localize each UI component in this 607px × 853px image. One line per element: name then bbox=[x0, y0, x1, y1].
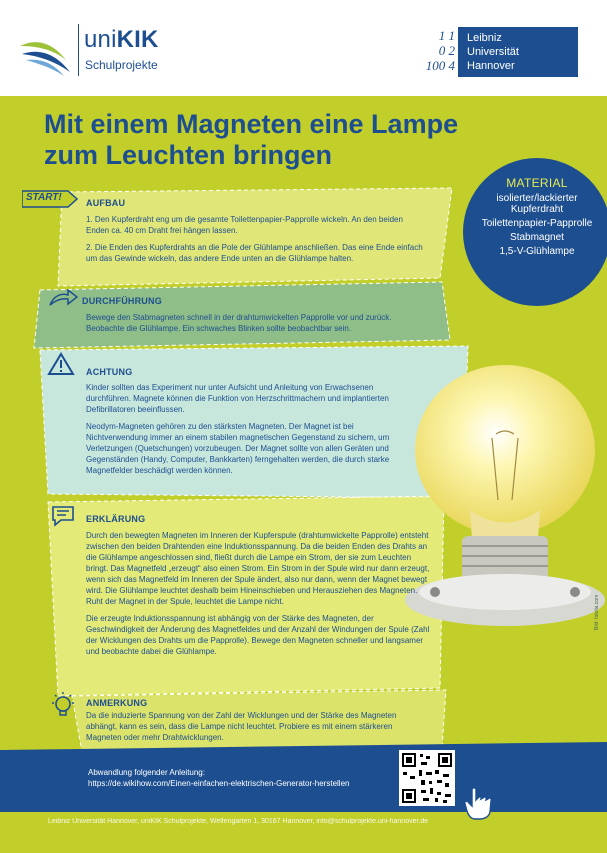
durchfuehrung-text: Bewege den Stabmagneten schnell in der drahtumwickelten Papprolle vor und zurück. Beobachte die Glühlampe. Ein schwaches Blinken sollte beobachtbar sein. bbox=[86, 313, 392, 333]
brand-name: uniKIK bbox=[84, 26, 159, 53]
source-note: Abwandlung folgender Anleitung: https://de.wikihow.com/Einen-einfachen-elektrischen-Generator-herstellen bbox=[88, 768, 350, 788]
material-item: Toilettenpapier-Papprolle bbox=[481, 218, 593, 229]
footer-address: Leibniz Universität Hannover, uniKIK Schulprojekte, Welfengarten 1, 30167 Hannover, info@schulprojekte.uni-hannover.de bbox=[48, 818, 429, 825]
image-credit: Bild: fotolia.com bbox=[594, 594, 600, 630]
page-title: Mit einem Magneten eine Lampe zum Leuchten bringen bbox=[44, 109, 459, 170]
achtung-heading: ACHTUNG bbox=[86, 367, 133, 377]
material-item: isolierter/lackierter Kupferdraht bbox=[496, 193, 578, 215]
source-link[interactable]: https://de.wikihow.com/Einen-einfachen-elektrischen-Generator-herstellen bbox=[88, 779, 350, 788]
luh-logo: Leibniz Universität Hannover bbox=[458, 27, 578, 77]
material-heading: MATERIAL bbox=[506, 176, 568, 190]
material-item: Stabmagnet bbox=[510, 232, 564, 243]
aufbau-text: 1. Den Kupferdraht eng um die gesamte Toilettenpapier-Papprolle wickeln. An den beiden Enden ca. 40 cm Draht frei hängen lassen. 2. Die Enden des Kupferdrahts an die Pole der Glühlampe anschließen. Das eine Ende einfach um das Gewinde wickeln, das andere Ende unten an die Glühlampe halten. bbox=[86, 215, 423, 263]
light-bulb-illustration bbox=[400, 360, 607, 640]
durchfuehrung-heading: DURCHFÜHRUNG bbox=[82, 296, 162, 306]
achtung-text: Kinder sollten das Experiment nur unter Aufsicht und Anleitung von Erwachsenen durchführen. Magnete können die Funktion von Herzschrittmachern und implantierten Defibrillatoren beeinflussen. Neodym-Magneten gehören zu den stärksten Magneten. Der Magnet ist bei Nichtverwendung immer an einem stabilen magnetischen Gegenstand zu sichern, um Verletzungen (Quetschungen) vorzubeugen. Der Magnet sollte von allen Geräten und Gegenständen (Handy, Computer, Bankkarten) ferngehalten werden, die durch starke Magnetfelder beschädigt werden können. bbox=[86, 383, 390, 475]
start-label: START! bbox=[26, 192, 62, 203]
erklaerung-heading: ERKLÄRUNG bbox=[86, 514, 146, 524]
anmerkung-text: Da die induzierte Spannung von der Zahl der Wicklungen und der Stärke des Magneten abhängt, kann es sein, dass die Lampe nicht leuchtet. Probiere es mit einem stärkeren Magneten oder mehr Drahtwicklungen. bbox=[86, 711, 397, 742]
brand-sub: Schulprojekte bbox=[85, 58, 158, 72]
material-item: 1,5-V-Glühlampe bbox=[499, 246, 575, 257]
lightbulb-idea-icon bbox=[48, 690, 78, 722]
aufbau-heading: AUFBAU bbox=[86, 198, 126, 208]
pointer-hand-icon bbox=[458, 782, 498, 822]
anmerkung-heading: ANMERKUNG bbox=[86, 698, 148, 708]
qr-code[interactable] bbox=[399, 750, 455, 806]
erklaerung-text: Durch den bewegten Magneten im Inneren der Kupferspule (drahtumwickelte Papprolle) entsteht zwischen den beiden Drahtenden eine Induktionsspannung. Da die beiden Enden des Drahts an die Glühlampe angeschlossen sind, fließt durch die Lampe ein Strom, der sie zum Leuchten bringt. Das Magnetfeld „erzeugt“ also einen Strom. Ein Strom in der Spule wird nur dann erzeugt, wenn sich das Magnetfeld im Inneren der Spule ändert, also nur dann, wenn der Magnet bewegt wird. Die Glühlampe leuchtet deshalb beim Hineinschieben und Herausziehen des Magneten. Ruht der Magnet in der Spule, leuchtet die Lampe nicht. Die erzeugte Induktionsspannung ist abhängig von der Stärke des Magneten, der Geschwindigkeit der Änderung des Magnetfeldes und der Anzahl der Windungen der Spule (Zahl der Wicklungen des Drahts um die Papprolle). Bewege den Magneten schneller und langsamer und beobachte dabei die Glühlampe. bbox=[86, 531, 430, 656]
luh-logo-digits: 1 1 0 2 100 4 bbox=[425, 28, 455, 73]
arrow-right-icon bbox=[48, 289, 78, 309]
speech-bubble-icon bbox=[50, 505, 76, 527]
warning-icon bbox=[47, 352, 75, 376]
